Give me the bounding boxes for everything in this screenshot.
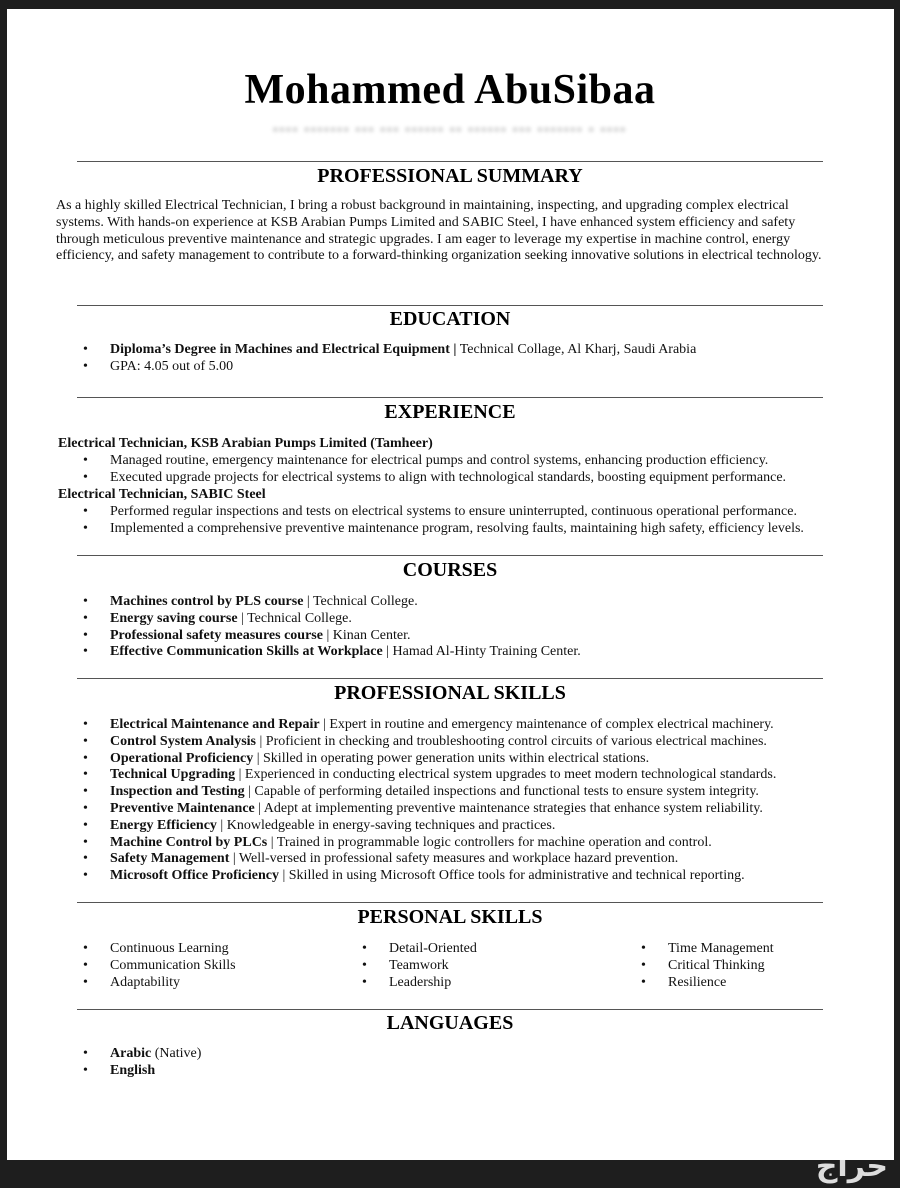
list-item: • Safety Management | Well-versed in professional safety measures and workplace hazard prevention.	[83, 851, 776, 868]
list-item: • Energy saving course | Technical College.	[83, 611, 581, 628]
section-divider	[77, 555, 823, 556]
section-divider	[77, 902, 823, 903]
list-item: • Managed routine, emergency maintenance for electrical pumps and control systems, enhancing production efficiency.	[83, 453, 786, 470]
personal-skills-col-1	[83, 941, 236, 991]
list-item: • Performed regular inspections and tests on electrical systems to ensure uninterrupted, continuous operational performance.	[83, 504, 804, 521]
list-item: • Leadership	[362, 975, 477, 992]
list-item: • Electrical Maintenance and Repair | Expert in routine and emergency maintenance of complex electrical machinery.	[83, 717, 776, 734]
list-item: • Effective Communication Skills at Workplace | Hamad Al-Hinty Training Center.	[83, 644, 581, 661]
list-item: • English	[83, 1063, 201, 1080]
list-item: • Resilience	[641, 975, 774, 992]
section-divider	[77, 305, 823, 306]
job-title: Electrical Technician, KSB Arabian Pumps Limited (Tamheer)	[58, 436, 433, 451]
job-bullets	[83, 504, 804, 538]
summary-text: As a highly skilled Electrical Technician, I bring a robust background in maintaining, inspecting, and upgrading complex electrical systems. With hands-on experience at KSB Arabian Pumps Limited and SABIC Steel, I have enhanced system efficiency and safety through meticulous preventive maintenance and strategic upgrades. I am eager to leverage my expertise in machine control, energy efficiency, and safety management to contribute to a forward-thinking organization seeking innovative solutions in electrical technology.	[56, 198, 822, 264]
list-item: • Time Management	[641, 941, 774, 958]
professional-skills-heading: PROFESSIONAL SKILLS	[334, 682, 566, 704]
contact-info-blurred: •••• ••••••• ••• ••• •••••• •• •••••• ••• ••••••• • ••••	[273, 122, 627, 137]
list-item: • Inspection and Testing | Capable of performing detailed inspections and functional tests to ensure system integrity.	[83, 784, 776, 801]
list-item: • Communication Skills	[83, 958, 236, 975]
courses-list	[83, 594, 581, 661]
section-divider	[77, 1009, 823, 1010]
list-item: • Critical Thinking	[641, 958, 774, 975]
professional-skills-list	[83, 717, 776, 885]
personal-skills-col-3	[641, 941, 774, 991]
section-divider	[77, 678, 823, 679]
languages-heading: LANGUAGES	[386, 1012, 514, 1034]
section-divider	[77, 161, 823, 162]
education-heading: EDUCATION	[389, 308, 511, 330]
experience-heading: EXPERIENCE	[384, 401, 516, 423]
languages-list	[83, 1046, 201, 1080]
personal-skills-heading: PERSONAL SKILLS	[357, 906, 543, 928]
list-item: • Machine Control by PLCs | Trained in programmable logic controllers for machine operation and control.	[83, 835, 776, 852]
job-title: Electrical Technician, SABIC Steel	[58, 487, 266, 502]
education-list	[83, 342, 696, 376]
list-item: • Adaptability	[83, 975, 236, 992]
personal-skills-col-2	[362, 941, 477, 991]
watermark-logo: حراج	[815, 1149, 888, 1184]
courses-heading: COURSES	[402, 559, 498, 581]
list-item: • Arabic (Native)	[83, 1046, 201, 1063]
list-item: • Implemented a comprehensive preventive maintenance program, resolving faults, maintaining high safety, efficiency levels.	[83, 521, 804, 538]
list-item: • Machines control by PLS course | Technical College.	[83, 594, 581, 611]
list-item: • Teamwork	[362, 958, 477, 975]
list-item: • Preventive Maintenance | Adept at implementing preventive maintenance strategies that enhance system reliability.	[83, 801, 776, 818]
education-item: • GPA: 4.05 out of 5.00	[83, 359, 696, 376]
job-bullets	[83, 453, 786, 487]
list-item: • Control System Analysis | Proficient in checking and troubleshooting control circuits of various electrical machines.	[83, 734, 776, 751]
list-item: • Continuous Learning	[83, 941, 236, 958]
education-item: • Diploma’s Degree in Machines and Electrical Equipment | Technical Collage, Al Kharj, Saudi Arabia	[83, 342, 696, 359]
list-item: • Professional safety measures course | Kinan Center.	[83, 628, 581, 645]
candidate-name: Mohammed AbuSibaa	[244, 67, 656, 113]
list-item: • Microsoft Office Proficiency | Skilled in using Microsoft Office tools for administrative and technical reporting.	[83, 868, 776, 885]
section-divider	[77, 397, 823, 398]
list-item: • Operational Proficiency | Skilled in operating power generation units within electrical stations.	[83, 751, 776, 768]
list-item: • Detail-Oriented	[362, 941, 477, 958]
list-item: • Executed upgrade projects for electrical systems to align with technological standards, boosting equipment performance.	[83, 470, 786, 487]
list-item: • Technical Upgrading | Experienced in conducting electrical system upgrades to meet modern technological standards.	[83, 767, 776, 784]
list-item: • Energy Efficiency | Knowledgeable in energy-saving techniques and practices.	[83, 818, 776, 835]
summary-heading: PROFESSIONAL SUMMARY	[317, 165, 583, 187]
